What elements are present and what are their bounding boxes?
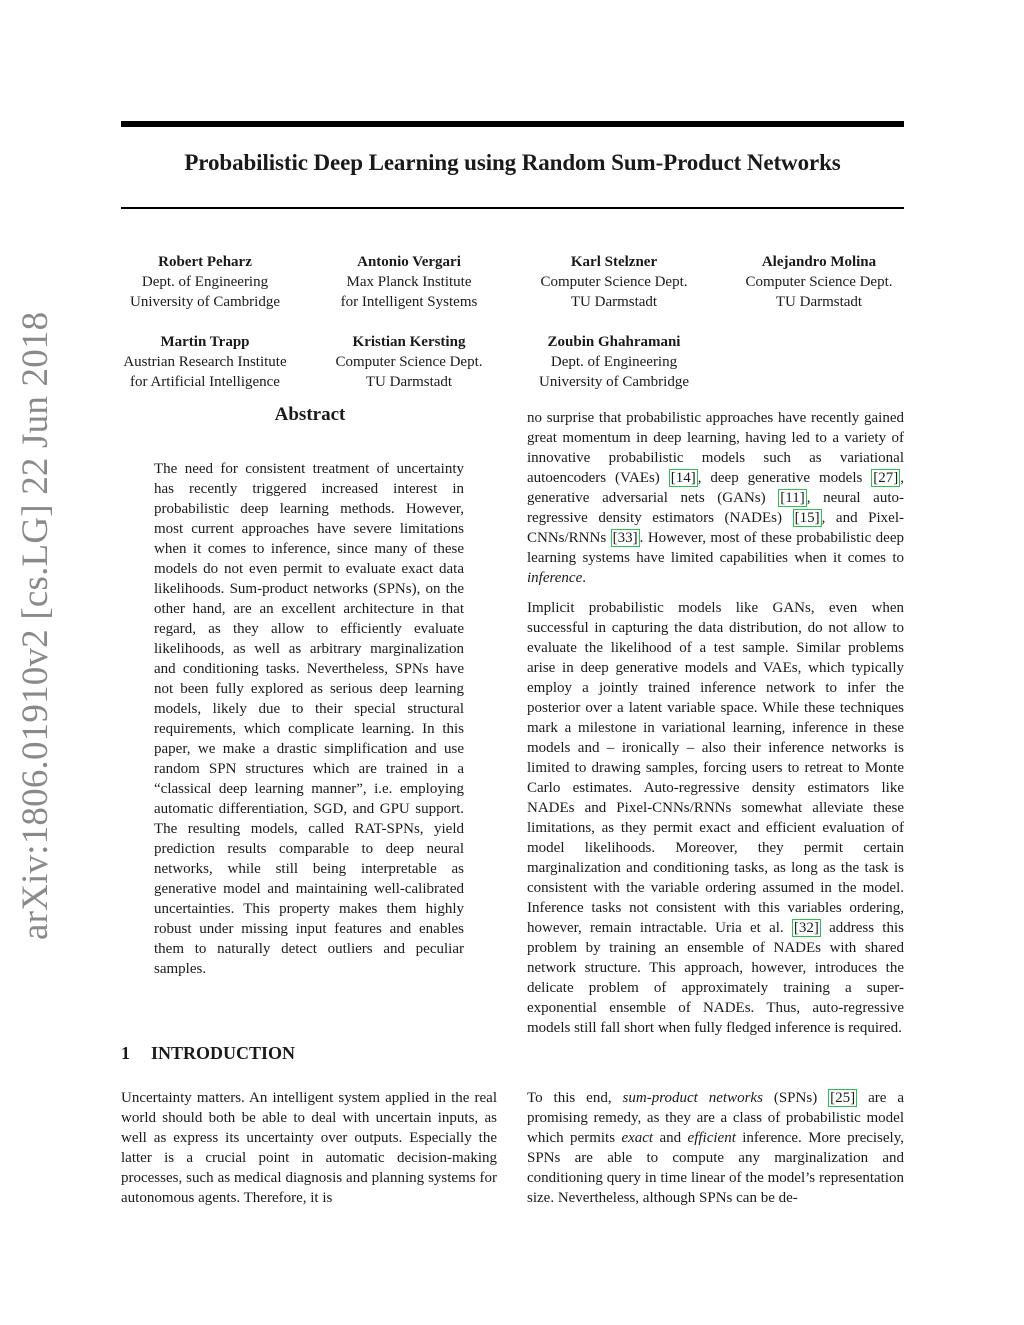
- author-name: Martin Trapp: [160, 334, 250, 350]
- citation-link[interactable]: [15]: [794, 510, 820, 526]
- citation-link[interactable]: [32]: [793, 920, 819, 936]
- author-block: [724, 252, 914, 312]
- author-affiliation: TU Darmstadt: [775, 294, 863, 310]
- arxiv-stamp: arXiv:1806.01910v2 [cs.LG] 22 Jun 2018: [15, 311, 56, 940]
- author-affiliation: University of Cambridge: [539, 374, 689, 390]
- abstract-text: The need for consistent treatment of uncertainty has recently triggered increased interest in probabilistic deep learning methods. However, most current approaches have severe limitations when it comes to inference, since many of these models do not even permit to evaluate exact data likelihoods. Sum-product networks (SPNs), on the other hand, are an excellent architecture in that regard, as they allow to efficiently evaluate likelihoods, as well as arbitrary marginalization and conditioning tasks. Nevertheless, SPNs have not been fully explored as serious deep learning models, likely due to their special structural requirements, which complicate learning. In this paper, we make a drastic simplification and use random SPN structures which are trained in a “classical deep learning manner”, i.e. employing automatic differentiation, SGD, and GPU support. The resulting models, called RAT-SPNs, yield prediction results comparable to deep neural networks, while still being interpretable as generative model and maintaining well-calibrated uncertainties. This property makes them highly robust under missing input features and enables them to naturally detect outliers and peculiar samples.: [154, 461, 464, 977]
- author-affiliation: Computer Science Dept.: [335, 354, 483, 370]
- text-run: To this end,: [527, 1090, 623, 1106]
- section-number: 1: [121, 1043, 130, 1063]
- title-rule: [121, 207, 904, 209]
- text-run: , and Pixel-CNNs/RNNs: [527, 510, 904, 546]
- intro-paragraph-right-3: [527, 1088, 904, 1208]
- text-run: , generative adversarial nets (GANs): [527, 470, 904, 506]
- text-run: , neural auto-regressive density estimators (NADEs): [527, 490, 904, 526]
- text-run: , deep generative models: [697, 470, 872, 486]
- author-name: Alejandro Molina: [761, 254, 877, 270]
- author-affiliation: TU Darmstadt: [365, 374, 453, 390]
- author-affiliation: Max Planck Institute: [346, 274, 472, 290]
- citation-link[interactable]: [25]: [830, 1090, 856, 1106]
- emphasis-text: efficient: [687, 1130, 736, 1146]
- intro-paragraph-right-1: [527, 408, 904, 588]
- author-name: Robert Peharz: [158, 254, 252, 270]
- author-affiliation: Austrian Research Institute: [123, 354, 287, 370]
- citation-link[interactable]: [27]: [873, 470, 899, 486]
- section-heading: [121, 1043, 295, 1064]
- text-run: Implicit probabilistic models like GANs, even when successful in capturing the data distribution, do not allow to evaluate the likelihood of a test sample. Similar problems arise in deep generative models and VAEs, which typically employ a jointly trained inference network to infer the posterior over a latent variable space. While these techniques mark a milestone in variational learning, inference in these models and – ironically – also their inference networks is limited to drawing samples, forcing users to retreat to Monte Carlo estimates. Auto-regressive density estimators like NADEs and Pixel-CNNs/RNNs somewhat alleviate these limitations, as they permit exact and efficient evaluation of model likelihoods. Moreover, they permit certain marginalization and conditioning tasks, as long as the task is consistent with the variable ordering assumed in the model. Inference tasks not consistent with this variables ordering, however, remain intractable. Uria et al.: [527, 600, 904, 936]
- author-affiliation: Dept. of Engineering: [141, 274, 269, 290]
- intro-paragraph: Uncertainty matters. An intelligent system applied in the real world should both be able to deal with uncertain inputs, as well as express its uncertainty over outputs. Especially the latter is a crucial point in automatic decision-making processes, such as medical diagnosis and planning systems for autonomous agents. Therefore, it is: [121, 1090, 497, 1206]
- emphasis-text: exact: [621, 1130, 654, 1146]
- author-block: [519, 252, 709, 312]
- author-block: [110, 252, 300, 312]
- author-name: Antonio Vergari: [357, 254, 461, 270]
- text-run: address this problem by training an ensemble of NADEs with shared network structure. This approach, however, introduces the delicate problem of approximately training a super-exponential ensemble of NADEs. Thus, auto-regressive models still fall short when fully fledged inference is required.: [527, 920, 904, 1036]
- author-affiliation: University of Cambridge: [130, 294, 280, 310]
- intro-paragraph-right-2: [527, 598, 904, 1038]
- abstract-heading: Abstract: [274, 404, 346, 425]
- author-affiliation: Dept. of Engineering: [550, 354, 678, 370]
- author-affiliation: Computer Science Dept.: [745, 274, 893, 290]
- emphasis-text: inference: [527, 570, 583, 586]
- author-affiliation: Computer Science Dept.: [540, 274, 688, 290]
- top-rule: [121, 121, 904, 127]
- author-name: Karl Stelzner: [570, 254, 658, 270]
- author-name: Zoubin Ghahramani: [547, 334, 681, 350]
- author-block: [110, 332, 300, 392]
- author-affiliation: for Intelligent Systems: [340, 294, 478, 310]
- author-affiliation: TU Darmstadt: [570, 294, 658, 310]
- text-run: (SPNs): [762, 1090, 829, 1106]
- section-title: INTRODUCTION: [151, 1043, 296, 1063]
- emphasis-text: sum-product networks: [622, 1090, 763, 1106]
- text-run: .: [582, 570, 586, 586]
- text-run: . However, most of these probabilistic deep learning systems have limited capabilities when it comes to: [527, 530, 904, 566]
- author-affiliation: for Artificial Intelligence: [130, 374, 280, 390]
- author-block: [519, 332, 709, 392]
- citation-link[interactable]: [14]: [670, 470, 696, 486]
- citation-link[interactable]: [11]: [780, 490, 805, 506]
- text-run: are a promising remedy, as they are a class of probabilistic model which permits: [527, 1090, 904, 1146]
- author-block: [314, 332, 504, 392]
- author-block: [314, 252, 504, 312]
- text-run: inference. More precisely, SPNs are able to compute any marginalization and conditioning query in time linear of the model’s representation size. Nevertheless, although SPNs can be de-: [527, 1130, 904, 1206]
- text-run: no surprise that probabilistic approaches have recently gained great momentum in deep learning, having led to a variety of innovative probabilistic models such as variational autoencoders (VAEs): [527, 410, 904, 486]
- text-run: and: [653, 1130, 688, 1146]
- paper-title: Probabilistic Deep Learning using Random Sum-Product Networks: [184, 150, 841, 175]
- author-name: Kristian Kersting: [352, 334, 466, 350]
- citation-link[interactable]: [33]: [612, 530, 638, 546]
